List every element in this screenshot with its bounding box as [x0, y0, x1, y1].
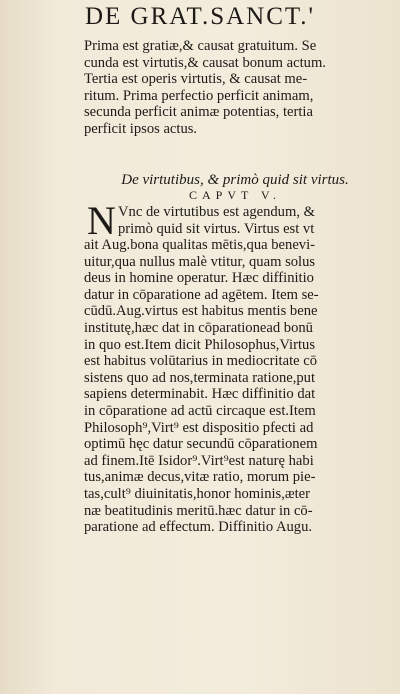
text-line: cunda est virtutis,& causat bonum actum.: [84, 54, 326, 71]
text-line: est habitus volūtarius in mediocritate cō: [84, 353, 318, 370]
text-line: paratione ad effectum. Diffinitio Augu.: [84, 519, 313, 536]
text-line: sistens quo ad nos,terminata ratione,put: [84, 369, 316, 386]
text-line: ait Aug.bona qualitas mētis,qua benevi-: [84, 237, 316, 253]
paragraph-1: [84, 38, 384, 138]
paragraph-2: [84, 237, 384, 536]
text-line: cūdū.Aug.virtus est habitus mentis bene: [84, 303, 318, 320]
drop-cap: N: [87, 198, 116, 243]
text-line: in quo est.Item dicit Philosophus,Virtus: [84, 336, 315, 353]
text-line: tas,cult⁹ diuinitatis,honor hominis,æter: [84, 485, 311, 502]
text-line: næ beatitudinis meritū.hæc datur in cō-: [84, 502, 313, 519]
text-line: institutę,hæc dat in cōparationead bonū: [84, 319, 313, 336]
text-line: sapiens determinabit. Hæc diffinitio dat: [84, 386, 316, 403]
text-line: uitur,qua nullus malè vtitur, quam solus: [84, 253, 316, 270]
running-head: DE GRAT.SANCT.': [84, 3, 316, 30]
text-line: Tertia est operis virtutis, & causat me-: [84, 71, 308, 88]
text-line: Prima est gratiæ,& causat gratuitum. Se: [84, 38, 317, 54]
indented-lines: [118, 204, 384, 237]
text-line: in cōparatione ad actū circaque est.Item: [84, 402, 316, 419]
chapter-heading: CAPVT V.: [188, 188, 282, 202]
text-line: Philosoph⁹,Virt⁹ est dispositio pfecti ad: [84, 419, 314, 436]
text-line: primò quid sit virtus. Virtus est vt: [118, 220, 315, 237]
text-line: deus in homine operatur. Hæc diffinitio: [84, 270, 314, 287]
text-line: Vnc de virtutibus est agendum, &: [118, 204, 315, 220]
text-line: optimū hęc datur secundū cōparationem: [84, 436, 318, 453]
text-line: datur in cōparatione ad agētem. Item se-: [84, 286, 319, 303]
text-line: ritum. Prima perfectio perficit animam,: [84, 87, 314, 104]
bottom-margin: [0, 640, 400, 694]
text-line: ad finem.Itē Isidor⁹.Virt⁹est naturę habi: [84, 452, 314, 469]
text-line: perficit ipsos actus.: [84, 120, 198, 137]
text-line: tus,animæ decus,vitæ ratio, morum pie-: [84, 469, 316, 486]
text-line: secunda perficit animæ potentias, tertia: [84, 104, 313, 121]
section-title: De virtutibus, & primò quid sit virtus.: [121, 172, 349, 188]
